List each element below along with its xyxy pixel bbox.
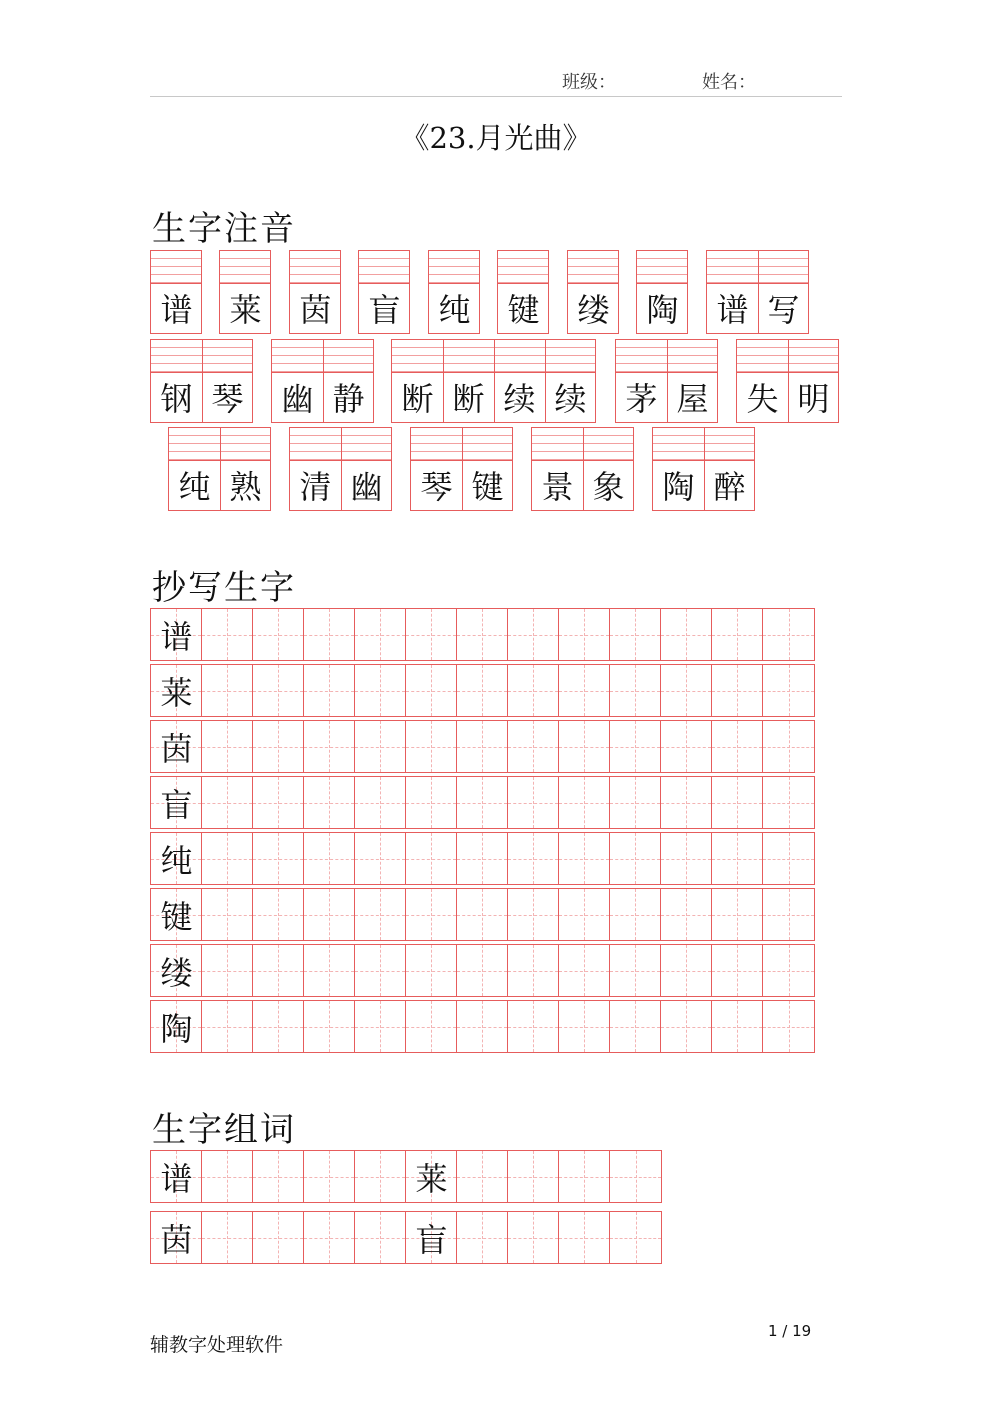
writing-cell[interactable] xyxy=(406,833,457,884)
footer-software: 辅教字处理软件 xyxy=(150,1334,284,1356)
pinyin-writing-lines[interactable] xyxy=(498,251,548,284)
model-char: 盲 xyxy=(415,1220,448,1259)
writing-cell[interactable] xyxy=(508,833,559,884)
writing-cell[interactable] xyxy=(559,1151,610,1202)
writing-cell[interactable] xyxy=(559,665,610,716)
copy-row[interactable] xyxy=(150,944,815,997)
pinyin-writing-lines[interactable] xyxy=(151,251,201,284)
pinyin-writing-lines[interactable] xyxy=(220,251,270,284)
page-title: 《23.月光曲》 xyxy=(400,121,592,155)
pinyin-char: 景 xyxy=(541,468,574,506)
writing-cell[interactable] xyxy=(202,1001,253,1052)
writing-cell[interactable] xyxy=(355,1151,406,1202)
writing-cell[interactable] xyxy=(202,777,253,828)
writing-cell[interactable] xyxy=(508,721,559,772)
writing-cell[interactable] xyxy=(661,721,712,772)
copy-row[interactable] xyxy=(150,888,815,941)
pinyin-char: 幽 xyxy=(281,380,314,418)
pinyin-char: 陶 xyxy=(662,468,695,506)
model-char: 纯 xyxy=(160,841,193,880)
pinyin-box xyxy=(358,250,410,334)
pinyin-box xyxy=(410,427,513,511)
writing-cell[interactable] xyxy=(355,833,406,884)
pinyin-char: 明 xyxy=(797,380,830,418)
pinyin-char: 幽 xyxy=(350,468,383,506)
pinyin-char: 缕 xyxy=(577,291,610,329)
writing-cell[interactable] xyxy=(610,889,661,940)
pinyin-writing-lines[interactable] xyxy=(359,251,409,284)
writing-cell[interactable] xyxy=(508,1151,559,1202)
pinyin-box xyxy=(271,339,374,423)
writing-cell[interactable] xyxy=(763,1001,814,1052)
writing-cell[interactable] xyxy=(304,833,355,884)
pinyin-box xyxy=(428,250,480,334)
writing-cell[interactable] xyxy=(763,777,814,828)
writing-cell[interactable] xyxy=(355,721,406,772)
copy-row[interactable] xyxy=(150,776,815,829)
writing-cell[interactable] xyxy=(559,1212,610,1263)
writing-cell[interactable] xyxy=(661,609,712,660)
pinyin-char: 写 xyxy=(767,291,800,329)
pinyin-char: 屋 xyxy=(676,380,709,418)
writing-cell[interactable] xyxy=(508,609,559,660)
writing-cell[interactable] xyxy=(406,889,457,940)
pinyin-char: 盲 xyxy=(368,291,401,329)
pinyin-char: 象 xyxy=(592,468,625,506)
model-char: 键 xyxy=(160,897,193,936)
pinyin-char: 键 xyxy=(471,468,504,506)
writing-cell[interactable] xyxy=(508,777,559,828)
word-row[interactable] xyxy=(150,1211,662,1264)
writing-cell[interactable] xyxy=(406,1001,457,1052)
writing-cell[interactable] xyxy=(661,945,712,996)
writing-cell[interactable] xyxy=(610,609,661,660)
writing-cell[interactable] xyxy=(610,945,661,996)
copy-row[interactable] xyxy=(150,720,815,773)
pinyin-char: 琴 xyxy=(420,468,453,506)
writing-cell[interactable] xyxy=(457,889,508,940)
writing-cell[interactable] xyxy=(355,1212,406,1263)
writing-cell[interactable] xyxy=(712,945,763,996)
writing-cell[interactable] xyxy=(304,665,355,716)
writing-cell[interactable] xyxy=(406,945,457,996)
writing-cell[interactable] xyxy=(457,721,508,772)
writing-cell[interactable] xyxy=(304,721,355,772)
writing-cell[interactable] xyxy=(763,945,814,996)
class-label: 班级： xyxy=(562,72,616,93)
writing-cell[interactable] xyxy=(457,1212,508,1263)
model-char: 茵 xyxy=(160,729,193,768)
writing-cell[interactable] xyxy=(253,1001,304,1052)
pinyin-box xyxy=(391,339,596,423)
writing-cell[interactable] xyxy=(610,1151,661,1202)
pinyin-box xyxy=(652,427,755,511)
writing-cell[interactable] xyxy=(763,889,814,940)
pinyin-box xyxy=(289,250,341,334)
pinyin-writing-lines[interactable] xyxy=(568,251,618,284)
writing-cell[interactable] xyxy=(202,1212,253,1263)
writing-cell[interactable] xyxy=(610,665,661,716)
pinyin-char: 失 xyxy=(746,380,779,418)
writing-cell[interactable] xyxy=(559,777,610,828)
writing-cell[interactable] xyxy=(712,833,763,884)
writing-cell[interactable] xyxy=(457,1001,508,1052)
name-label: 姓名： xyxy=(702,72,756,93)
copy-row[interactable] xyxy=(150,664,815,717)
pinyin-box xyxy=(531,427,634,511)
copy-row[interactable] xyxy=(150,1000,815,1053)
writing-cell[interactable] xyxy=(712,777,763,828)
writing-cell[interactable] xyxy=(304,1001,355,1052)
pinyin-writing-lines[interactable] xyxy=(429,251,479,284)
page-number: 1 / 19 xyxy=(768,1322,812,1340)
pinyin-box xyxy=(636,250,688,334)
pinyin-char: 纯 xyxy=(178,468,211,506)
pinyin-char: 清 xyxy=(299,468,332,506)
writing-cell[interactable] xyxy=(406,721,457,772)
writing-cell[interactable] xyxy=(610,1212,661,1263)
writing-cell[interactable] xyxy=(253,721,304,772)
writing-cell[interactable] xyxy=(304,1151,355,1202)
pinyin-box xyxy=(168,427,271,511)
writing-cell[interactable] xyxy=(253,889,304,940)
writing-cell[interactable] xyxy=(763,833,814,884)
writing-cell[interactable] xyxy=(763,665,814,716)
writing-cell[interactable] xyxy=(304,945,355,996)
writing-cell[interactable] xyxy=(253,1151,304,1202)
writing-cell[interactable] xyxy=(712,665,763,716)
section-title-words: 生字组词 xyxy=(152,1110,296,1150)
section-title-copy: 抄写生字 xyxy=(152,568,296,608)
pinyin-char: 续 xyxy=(503,380,536,418)
copy-row[interactable] xyxy=(150,608,815,661)
writing-cell[interactable] xyxy=(253,945,304,996)
pinyin-char: 琴 xyxy=(211,380,244,418)
writing-cell[interactable] xyxy=(559,1001,610,1052)
writing-cell[interactable] xyxy=(355,889,406,940)
writing-cell[interactable] xyxy=(763,609,814,660)
pinyin-char: 熟 xyxy=(229,468,262,506)
pinyin-box xyxy=(150,250,202,334)
pinyin-writing-lines[interactable] xyxy=(637,251,687,284)
writing-cell[interactable] xyxy=(457,777,508,828)
model-char: 茵 xyxy=(160,1220,193,1259)
writing-cell[interactable] xyxy=(712,609,763,660)
pinyin-box xyxy=(615,339,718,423)
pinyin-char: 谱 xyxy=(160,291,193,329)
writing-cell[interactable] xyxy=(202,833,253,884)
pinyin-box xyxy=(736,339,839,423)
writing-cell[interactable] xyxy=(253,1212,304,1263)
writing-cell[interactable] xyxy=(202,889,253,940)
writing-cell[interactable] xyxy=(508,1001,559,1052)
writing-cell[interactable] xyxy=(712,1001,763,1052)
writing-cell[interactable] xyxy=(457,1151,508,1202)
writing-cell[interactable] xyxy=(559,833,610,884)
model-char: 莱 xyxy=(415,1159,448,1198)
copy-row[interactable] xyxy=(150,832,815,885)
pinyin-box xyxy=(150,339,253,423)
writing-cell[interactable] xyxy=(253,777,304,828)
writing-cell[interactable] xyxy=(610,777,661,828)
pinyin-char: 断 xyxy=(452,380,485,418)
model-char: 谱 xyxy=(160,1159,193,1198)
writing-cell[interactable] xyxy=(457,665,508,716)
pinyin-char: 谱 xyxy=(716,291,749,329)
pinyin-char: 茵 xyxy=(299,291,332,329)
writing-cell[interactable] xyxy=(559,721,610,772)
pinyin-box xyxy=(497,250,549,334)
writing-cell[interactable] xyxy=(406,665,457,716)
writing-cell[interactable] xyxy=(508,945,559,996)
pinyin-box xyxy=(567,250,619,334)
writing-cell[interactable] xyxy=(253,609,304,660)
pinyin-box xyxy=(706,250,809,334)
writing-cell[interactable] xyxy=(661,889,712,940)
writing-cell[interactable] xyxy=(610,1001,661,1052)
model-char: 莱 xyxy=(160,673,193,712)
writing-cell[interactable] xyxy=(508,1212,559,1263)
pinyin-char: 莱 xyxy=(229,291,262,329)
writing-cell[interactable] xyxy=(355,1001,406,1052)
writing-cell[interactable] xyxy=(457,833,508,884)
writing-cell[interactable] xyxy=(610,833,661,884)
writing-cell[interactable] xyxy=(559,889,610,940)
model-char: 盲 xyxy=(160,785,193,824)
writing-cell[interactable] xyxy=(355,945,406,996)
pinyin-char: 键 xyxy=(507,291,540,329)
writing-cell[interactable] xyxy=(712,721,763,772)
header-divider xyxy=(150,96,842,97)
pinyin-box xyxy=(219,250,271,334)
model-char: 陶 xyxy=(160,1009,193,1048)
writing-cell[interactable] xyxy=(661,665,712,716)
writing-cell[interactable] xyxy=(355,609,406,660)
writing-cell[interactable] xyxy=(202,945,253,996)
pinyin-char: 静 xyxy=(332,380,365,418)
pinyin-char: 断 xyxy=(401,380,434,418)
writing-cell[interactable] xyxy=(202,665,253,716)
writing-cell[interactable] xyxy=(253,833,304,884)
writing-cell[interactable] xyxy=(712,889,763,940)
pinyin-char: 陶 xyxy=(646,291,679,329)
writing-cell[interactable] xyxy=(202,609,253,660)
pinyin-char: 续 xyxy=(554,380,587,418)
writing-cell[interactable] xyxy=(202,1151,253,1202)
writing-cell[interactable] xyxy=(508,665,559,716)
writing-cell[interactable] xyxy=(457,609,508,660)
writing-cell[interactable] xyxy=(304,1212,355,1263)
writing-cell[interactable] xyxy=(304,777,355,828)
section-title-phonetic: 生字注音 xyxy=(152,209,296,249)
writing-cell[interactable] xyxy=(253,665,304,716)
model-char: 谱 xyxy=(160,617,193,656)
writing-cell[interactable] xyxy=(661,777,712,828)
pinyin-char: 纯 xyxy=(438,291,471,329)
pinyin-writing-lines[interactable] xyxy=(290,251,340,284)
writing-cell[interactable] xyxy=(202,721,253,772)
writing-cell[interactable] xyxy=(763,721,814,772)
pinyin-char: 茅 xyxy=(625,380,658,418)
writing-cell[interactable] xyxy=(355,665,406,716)
writing-cell[interactable] xyxy=(610,721,661,772)
word-row[interactable] xyxy=(150,1150,662,1203)
writing-cell[interactable] xyxy=(457,945,508,996)
writing-cell[interactable] xyxy=(406,777,457,828)
writing-cell[interactable] xyxy=(559,609,610,660)
writing-cell[interactable] xyxy=(661,833,712,884)
writing-cell[interactable] xyxy=(508,889,559,940)
writing-cell[interactable] xyxy=(406,609,457,660)
pinyin-char: 醉 xyxy=(713,468,746,506)
writing-cell[interactable] xyxy=(304,609,355,660)
pinyin-box xyxy=(289,427,392,511)
writing-cell[interactable] xyxy=(661,1001,712,1052)
pinyin-char: 钢 xyxy=(160,380,193,418)
writing-cell[interactable] xyxy=(304,889,355,940)
model-char: 缕 xyxy=(160,953,193,992)
writing-cell[interactable] xyxy=(355,777,406,828)
writing-cell[interactable] xyxy=(559,945,610,996)
